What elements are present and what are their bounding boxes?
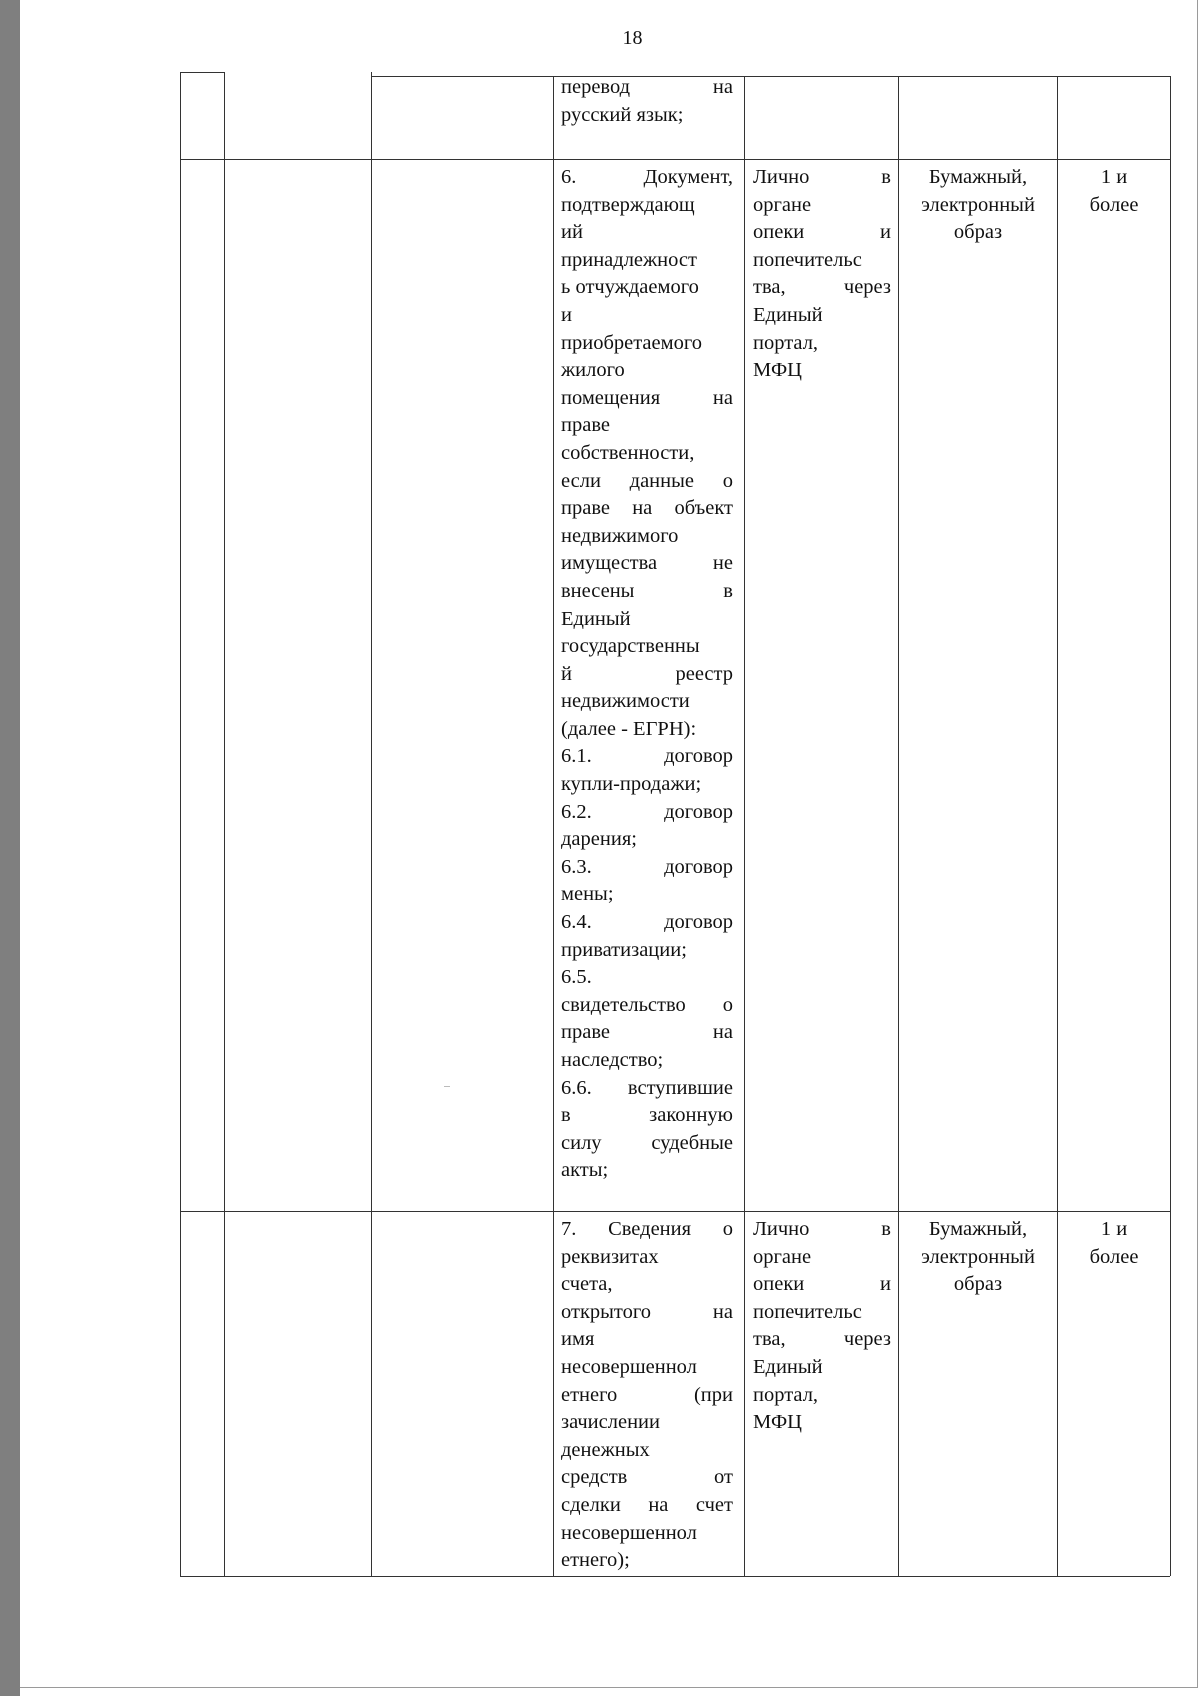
document-description-cell xyxy=(561,164,733,1185)
copies-count-line: более xyxy=(1089,193,1139,216)
document-description-line: недвижимого xyxy=(561,524,679,547)
document-form-line: образ xyxy=(953,221,1003,244)
document-description-line: 6.2. договор xyxy=(561,800,733,823)
document-description-line: зачислении xyxy=(561,1411,660,1434)
document-description-line: сделки на счет xyxy=(561,1493,733,1516)
document-description-cell xyxy=(561,1216,733,1575)
document-description-line: средств от xyxy=(561,1466,733,1489)
document-description-line: приватизации; xyxy=(561,938,687,961)
services-documents-table xyxy=(180,74,1170,1576)
document-form-cell xyxy=(902,164,1054,247)
submission-method-line: портал, xyxy=(753,331,819,354)
submission-method-line: МФЦ xyxy=(753,359,802,382)
document-description-line: собственности, xyxy=(561,441,695,464)
table-top-rule-right xyxy=(371,76,1170,77)
document-description-line: 6. Документ, xyxy=(561,166,733,188)
document-description-cell xyxy=(561,74,733,129)
copies-count-line: более xyxy=(1089,1245,1139,1268)
document-description-line: принадлежност xyxy=(561,248,697,271)
document-description-line: ь отчуждаемого xyxy=(561,276,699,299)
document-description-line: наследство; xyxy=(561,1049,664,1071)
table-column-rule xyxy=(898,76,899,1576)
document-description-line: етнего); xyxy=(561,1549,630,1572)
document-description-line: и xyxy=(561,303,572,326)
document-description-line: праве на объект xyxy=(561,497,733,520)
document-form-cell xyxy=(902,1216,1054,1299)
document-description-line: праве на xyxy=(561,1021,733,1044)
submission-method-line: Лично в xyxy=(753,166,891,188)
document-description-line: свидетельство о xyxy=(561,993,733,1016)
scan-speck xyxy=(444,1086,450,1087)
table-row-rule xyxy=(180,1576,1170,1577)
document-form-line: образ xyxy=(953,1273,1003,1296)
copies-count-cell xyxy=(1060,1216,1168,1271)
document-description-line: 6.6. вступившие xyxy=(561,1076,733,1099)
submission-method-line: органе xyxy=(753,193,812,216)
document-description-line: силу судебные xyxy=(561,1131,733,1154)
document-description-line: 7. Сведения о xyxy=(561,1218,733,1240)
scan-left-border xyxy=(0,0,20,1696)
submission-method-cell xyxy=(753,164,891,385)
submission-method-line: органе xyxy=(753,1245,812,1268)
submission-method-line: портал, xyxy=(753,1383,819,1406)
document-description-line: подтверждающ xyxy=(561,193,695,216)
table-column-rule xyxy=(744,76,745,1576)
document-description-line: недвижимости xyxy=(561,690,690,713)
document-description-line: несовершеннол xyxy=(561,1355,697,1378)
table-column-rule xyxy=(1170,76,1171,1576)
document-description-line: 6.1. договор xyxy=(561,745,733,768)
copies-count-line: 1 и xyxy=(1100,1218,1128,1240)
document-description-line: открытого на xyxy=(561,1300,733,1323)
document-form-line: электронный xyxy=(921,193,1035,216)
page-number: 18 xyxy=(622,27,643,49)
submission-method-line: попечительс xyxy=(753,1300,862,1323)
document-description-line: жилого xyxy=(561,359,625,382)
document-form-line: электронный xyxy=(921,1245,1035,1268)
document-description-line: несовершеннол xyxy=(561,1521,697,1544)
table-column-rule xyxy=(180,72,181,1576)
document-description-line: имущества не xyxy=(561,552,733,575)
document-description-line: денежных xyxy=(561,1438,650,1461)
document-description-line: в законную xyxy=(561,1104,733,1127)
document-description-line: 6.3. договор xyxy=(561,855,733,878)
document-description-line: имя xyxy=(561,1328,595,1351)
submission-method-line: опеки и xyxy=(753,1273,891,1296)
table-top-rule-left xyxy=(180,72,224,73)
document-description-line: (далее - ЕГРН): xyxy=(561,717,697,740)
document-description-line: праве xyxy=(561,414,610,437)
table-row-rule xyxy=(180,159,1170,160)
table-column-rule xyxy=(224,72,225,1576)
document-description-line: 6.5. xyxy=(561,966,592,989)
document-description-line: внесены в xyxy=(561,579,733,602)
document-description-line: приобретаемого xyxy=(561,331,702,354)
document-description-line: русский язык; xyxy=(561,103,684,126)
document-description-line: дарения; xyxy=(561,828,637,851)
document-description-line: если данные о xyxy=(561,469,733,492)
copies-count-line: 1 и xyxy=(1100,166,1128,188)
table-row-rule xyxy=(180,1211,1170,1212)
submission-method-line: Лично в xyxy=(753,1218,891,1240)
table-column-rule xyxy=(1057,76,1058,1576)
submission-method-line: попечительс xyxy=(753,248,862,271)
document-description-line: мены; xyxy=(561,883,614,906)
copies-count-cell xyxy=(1060,164,1168,219)
submission-method-cell xyxy=(753,1216,891,1437)
document-form-line: Бумажный, xyxy=(928,166,1028,188)
document-description-line: купли-продажи; xyxy=(561,773,702,796)
submission-method-line: опеки и xyxy=(753,221,891,244)
document-description-line: Единый xyxy=(561,607,631,630)
document-description-line: етнего (при xyxy=(561,1383,733,1406)
document-description-line: государственны xyxy=(561,635,700,658)
submission-method-line: тва, через xyxy=(753,1328,891,1351)
table-column-rule xyxy=(553,76,554,1576)
document-description-line: счета, xyxy=(561,1273,613,1296)
document-description-line: перевод на xyxy=(561,76,733,98)
submission-method-line: МФЦ xyxy=(753,1411,802,1434)
table-column-rule xyxy=(371,72,372,1576)
submission-method-line: тва, через xyxy=(753,276,891,299)
document-description-line: реквизитах xyxy=(561,1245,659,1268)
document-description-line: 6.4. договор xyxy=(561,911,733,934)
document-description-line: й реестр xyxy=(561,662,733,685)
document-description-line: помещения на xyxy=(561,386,733,409)
document-description-line: ий xyxy=(561,221,583,244)
document-form-line: Бумажный, xyxy=(928,1218,1028,1240)
document-description-line: акты; xyxy=(561,1159,609,1182)
submission-method-line: Единый xyxy=(753,1355,823,1378)
submission-method-line: Единый xyxy=(753,303,823,326)
